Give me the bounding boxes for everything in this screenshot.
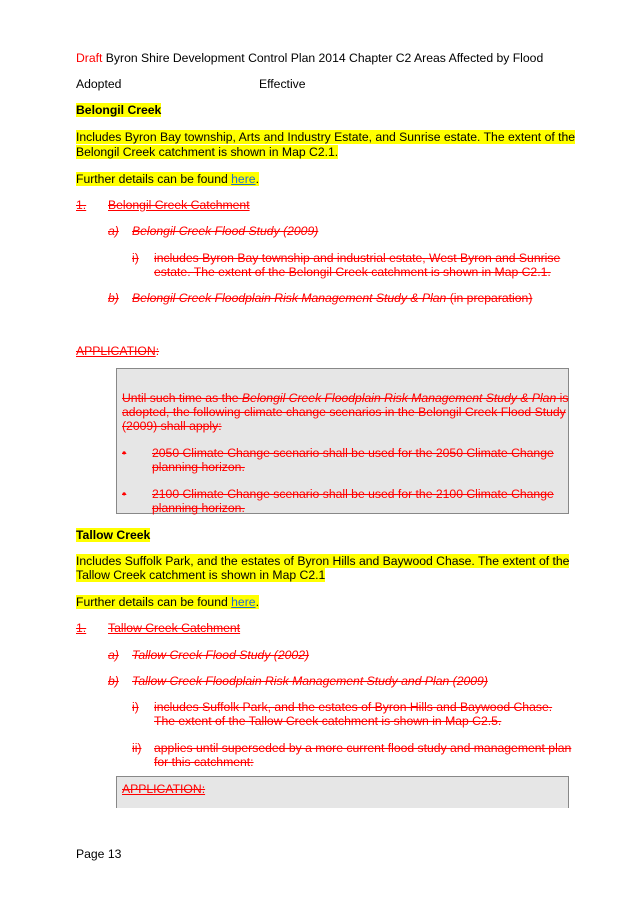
- tallow-heading: Tallow Creek: [76, 528, 151, 542]
- belongil-heading: Belongil Creek: [76, 103, 162, 117]
- tallow-item1-number: 1.: [76, 621, 87, 635]
- tallow-intro: Includes Suffolk Park, and the estates of Byron Hills and Baywood Chase. The extent of the: [76, 554, 570, 568]
- box1-line2: adopted, the following climate change scenarios in the Belongil Creek Flood Study: [122, 405, 566, 419]
- tallow-ii-line2: for this catchment:: [154, 755, 254, 769]
- tallow-b-text: Tallow Creek Floodplain Risk Management Study and Plan (2009): [132, 674, 488, 688]
- tallow-i-label: i): [132, 700, 139, 714]
- tallow-ii-label: ii): [132, 741, 142, 755]
- effective-label: Effective: [259, 77, 306, 91]
- belongil-i-line1: includes Byron Bay township and industrial estate, West Byron and Sunrise: [154, 251, 561, 265]
- tallow-a-label: a): [108, 648, 119, 662]
- tallow-details: Further details can be found here.: [76, 595, 259, 609]
- belongil-b-label: b): [108, 291, 119, 305]
- belongil-b-text: Belongil Creek Floodplain Risk Management Study & Plan (in preparation): [132, 291, 533, 305]
- tallow-item1-text: Tallow Creek Catchment: [108, 621, 241, 635]
- belongil-a-text: Belongil Creek Flood Study (2009): [132, 224, 319, 238]
- belongil-item1-number: 1.: [76, 198, 87, 212]
- belongil-a-label: a): [108, 224, 119, 238]
- tallow-a-text: Tallow Creek Flood Study (2002): [132, 648, 310, 662]
- adopted-label: Adopted: [76, 77, 122, 91]
- belongil-details: Further details can be found here.: [76, 172, 259, 186]
- box1-bullet1-line1: 2050 Climate Change scenario shall be used for the 2050 Climate Change: [152, 446, 554, 460]
- belongil-i-line2: estate. The extent of the Belongil Creek catchment is shown in Map C2.1.: [154, 265, 551, 279]
- tallow-i-line2: The extent of the Tallow Creek catchment is shown in Map C2.5.: [154, 714, 502, 728]
- box1-bullet2-icon: •: [122, 487, 127, 501]
- belongil-details-link[interactable]: here: [231, 172, 256, 186]
- box1-bullet2-line1: 2100 Climate Change scenario shall be used for the 2100 Climate Change: [152, 487, 554, 501]
- box1-line3: (2009) shall apply:: [122, 419, 222, 433]
- belongil-application: APPLICATION:: [76, 344, 160, 358]
- tallow-ii-line1: applies until superseded by a more current flood study and management plan: [154, 741, 572, 755]
- tallow-details-link[interactable]: here: [231, 595, 256, 609]
- belongil-intro: Includes Byron Bay township, Arts and Industry Estate, and Sunrise estate. The extent of the: [76, 130, 576, 144]
- box1-line1: Until such time as the Belongil Creek Floodplain Risk Management Study & Plan is: [122, 391, 569, 405]
- box1-bullet2-line2: planning horizon.: [152, 501, 245, 515]
- draft-label: Draft: [76, 51, 103, 65]
- box1-bullet1-line2: planning horizon.: [152, 460, 245, 474]
- box1-bullet1-icon: •: [122, 446, 127, 460]
- document-header: [76, 51, 543, 66]
- tallow-intro-line2: Tallow Creek catchment is shown in Map C2.1: [76, 568, 326, 582]
- tallow-i-line1: includes Suffolk Park, and the estates of Byron Hills and Baywood Chase.: [154, 700, 553, 714]
- belongil-item1-text: Belongil Creek Catchment: [108, 198, 250, 212]
- page-number: Page 13: [76, 847, 122, 861]
- tallow-b-label: b): [108, 674, 119, 688]
- belongil-intro-line2: Belongil Creek catchment is shown in Map C2.1.: [76, 145, 339, 159]
- document-title: Byron Shire Development Control Plan 2014 Chapter C2 Areas Affected by Flood: [102, 51, 544, 65]
- belongil-i-label: i): [132, 251, 139, 265]
- tallow-application: APPLICATION:: [122, 782, 206, 796]
